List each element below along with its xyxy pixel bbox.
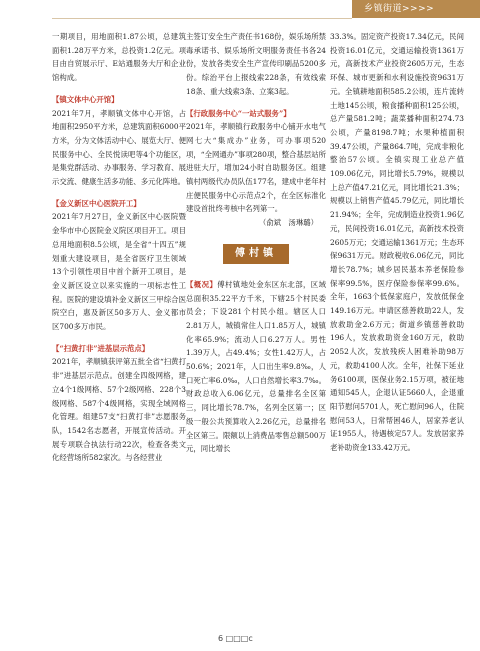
town-title: 傅村镇 <box>223 244 289 264</box>
heading-hospital: 【金义新区中心医院开工】 <box>52 198 141 208</box>
page-mark: □□□c <box>225 634 253 643</box>
heading-anti-porn: 【“扫黄打非”进基层示范点】 <box>52 343 150 353</box>
intro-paragraph: 一期项目，用地面积1.87公顷，总建筑面积1.28万平方米，总投资1.2亿元。项目由自贸展示厅、E站通服务大厅和企业馆构成。 <box>52 32 186 83</box>
column-3 <box>330 30 464 455</box>
byline: （俞斌 汤琳璐） <box>258 218 318 228</box>
paragraph-anti-porn: 2021年，孝顺镇获评第五批全省“扫黄打非”进基层示范点。创建全四级网格，建立4个1级网格、57个2级网格、228个3级网格、587个4级网格，实现全域网格化管理。组建57支“扫黄打非”志愿服务队，1542名志愿者，开展宣传活动。开展专项联合执法行动22次，检查各类文化经营场所582家次。与各经营业 <box>52 357 186 463</box>
heading-culture-center: 【镇文体中心开馆】 <box>52 94 119 104</box>
column-2 <box>186 30 326 456</box>
paragraph-hospital: 2021年7月27日，金义新区中心医院暨金华市中心医院金义院区项目开工。项目总用地面积8.5公顷，是全省“十四五”规划重大建设项目，是全省医疗卫生领域13个引领性项目中首个新开工项目，是金义新区设立以来实施的一项标志性工程。医院的建设填补金义新区三甲综合医院空白，惠及新区50多万人、金义都市区700多万市民。 <box>52 212 186 332</box>
column-1 <box>52 30 186 465</box>
paragraph-overview <box>186 278 326 456</box>
paragraph-culture-center: 2021年7月，孝顺镇文体中心开馆，占地面积2950平方米，总建筑面积6000平方米，分为文体活动中心、展览大厅、便民服务中心、全民悦读吧等4个功能区，是集党群活动、办事服务、学习教育、展示交流、健康生活多功能、多元化阵地。 <box>52 108 186 187</box>
page-footer <box>218 634 253 643</box>
paragraph-continued: 主签订安全生产责任书168份，娱乐场所禁毒承诺书、娱乐场所文明服务责任书各24份，发放各类安全生产宣传印刷品5200多份。综治平台上报线索228条，有效线索18条、重大线索3条、立案3起。 <box>186 32 326 96</box>
overview-text: 傅村镇地处金东区东北部，区域总面积35.22平方千米，下辖25个村民委员会；下设281个村民小组。辖区人口2.81万人，城镇常住人口1.85万人，城镇化率65.9%；流动人口6.27万人。男性1.39万人，占49.4%；女性1.42万人，占50.6%；2021年，人口出生率9.8‰，人口死亡率6.0‰，人口自然增长率3.7‰。财政总收入6.06亿元，总量排名全区第三，同比增长78.7%，名列全区第一；区级一般公共预算收入2.26亿元，总量排名全区第三。限额以上消费品零售总额500万元，同比增长 <box>186 279 326 454</box>
header-rule <box>52 18 352 19</box>
paragraph-admin-service: 2021年，孝顺镇行政服务中心铺开水电气网七大“集成办”业务，可办事项520项，“全网通办”事项280项，整合基层站所进驻大厅，增加24小时自助服务区。组建镇村两级代办员队伍177名，建成中老年村庄便民服务中心示范点2个，在全区标准化建设首批终考核中名列第一。 <box>186 122 326 214</box>
section-label: 乡镇街道>>>> <box>364 4 435 14</box>
section-tag <box>352 0 480 18</box>
page-number: 6 <box>218 634 224 643</box>
paragraph-statistics: 33.3%。固定资产投资17.34亿元，民间投资16.01亿元，交通运输投资1361万元，高新技术产业投资2605万元，生态环保、城市更新和水利设施投资9631万元。全镇耕地面积585.2公顷，连片流转土地145公顷，粮食播种面积125公顷，总产量581.2吨；蔬菜播种面积274.73公顷，产量8198.7吨；水果种植面积39.47公顷，产量864.7吨，完成非粮化整治57公顷。全镇实现工业总产值109.06亿元，同比增长5.79%，规模以上总产值47.21亿元，同比增长21.3%；规模以上销售产值45.79亿元，同比增长21.94%；全年，完成制造业投资1.96亿元，民间投资16.01亿元，高新技术投资2605万元；交通运输1361万元；生态环保9631万元。财政税收6.06亿元，同比增长78.7%；城乡居民基本养老保险参保率99.5%，医疗保险参保率99.6%。全年，1663个低保家庭户，发放低保金149.16万元。申请区慈善救助22人，发放救助金2.6万元；街道乡镇慈善救助196人，发放救助资金160万元，救助2052人次，发放残疾人困难补助98万元，救助4100人次。全年，社保下延业务6100项，医保业务2.15万项，被征地通知545人，企退认证5660人，企退重阳节慰问5701人，死亡慰问96人，住院慰问53人，日常帮困46人，居家养老认证1955人，待遇核定57人。发放居家养老补助资金133.42万元。 <box>330 32 464 453</box>
heading-overview: 【概况】 <box>186 279 218 289</box>
heading-admin-service: 【行政服务中心“一站式服务”】 <box>186 108 291 118</box>
